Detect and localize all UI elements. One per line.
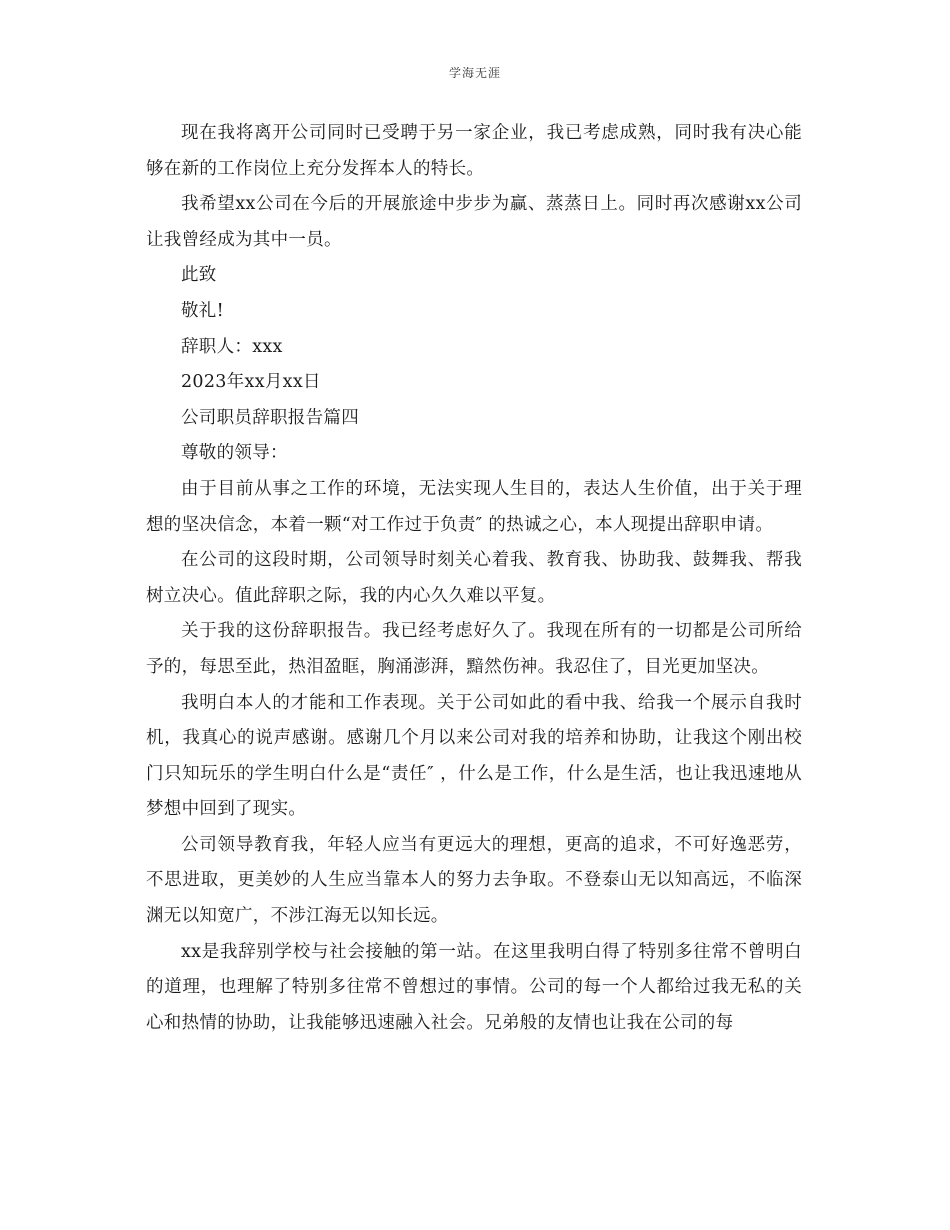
closing-salutation: 此致 <box>181 265 217 286</box>
closing-regards: 敬礼! <box>181 300 224 321</box>
paragraph: 公司领导教育我，年轻人应当有更远大的理想，更高的追求，不可好逸恶劳，不思进取，更美妙的人生应当靠本人的努力去争取。不登泰山无以知高远，不临深渊无以知宽广，不涉江海无以知长远。 <box>146 834 802 927</box>
page-header: 学海无涯 <box>448 66 501 80</box>
paragraph: 在公司的这段时期，公司领导时刻关心着我、教育我、协助我、鼓舞我、帮我树立决心。值此辞职之际，我的内心久久难以平复。 <box>146 550 802 606</box>
paragraph: 我希望xx公司在今后的开展旅途中步步为赢、蒸蒸日上。同时再次感谢xx公司让我曾经成为其中一员。 <box>146 194 802 250</box>
paragraph: xx是我辞别学校与社会接触的第一站。在这里我明白得了特别多往常不曾明白的道理，也理解了特别多往常不曾想过的事情。公司的每一个人都给过我无私的关心和热情的协助，让我能够迅速融入社会。兄弟般的友情也让我在公司的每 <box>146 941 802 1033</box>
signature-line: 辞职人：xxx <box>181 336 283 357</box>
greeting-line: 尊敬的领导： <box>181 443 288 464</box>
date-line: 2023年xx月xx日 <box>181 372 321 393</box>
section-title: 公司职员辞职报告篇四 <box>181 407 359 428</box>
paragraph: 由于目前从事之工作的环境，无法实现人生目的，表达人生价值，出于关于理想的坚决信念，本着一颗“对工作过于负责″ 的热诚之心，本人现提出辞职申请。 <box>146 478 802 535</box>
paragraph: 关于我的这份辞职报告。我已经考虑好久了。我现在所有的一切都是公司所给予的，每思至此，热泪盈眶，胸涌澎湃，黯然伤神。我忍住了，目光更加坚决。 <box>146 621 802 677</box>
document-body <box>146 116 802 1041</box>
paragraph: 现在我将离开公司同时已受聘于另一家企业，我已考虑成熟，同时我有决心能够在新的工作岗位上充分发挥本人的特长。 <box>146 123 802 179</box>
paragraph: 我明白本人的才能和工作表现。关于公司如此的看中我、给我一个展示自我时机，我真心的说声感谢。感谢几个月以来公司对我的培养和协助，让我这个刚出校门只知玩乐的学生明白什么是“责任″ ，什么是工作，什么是生活，也让我迅速地从梦想中回到了现实。 <box>146 692 802 820</box>
